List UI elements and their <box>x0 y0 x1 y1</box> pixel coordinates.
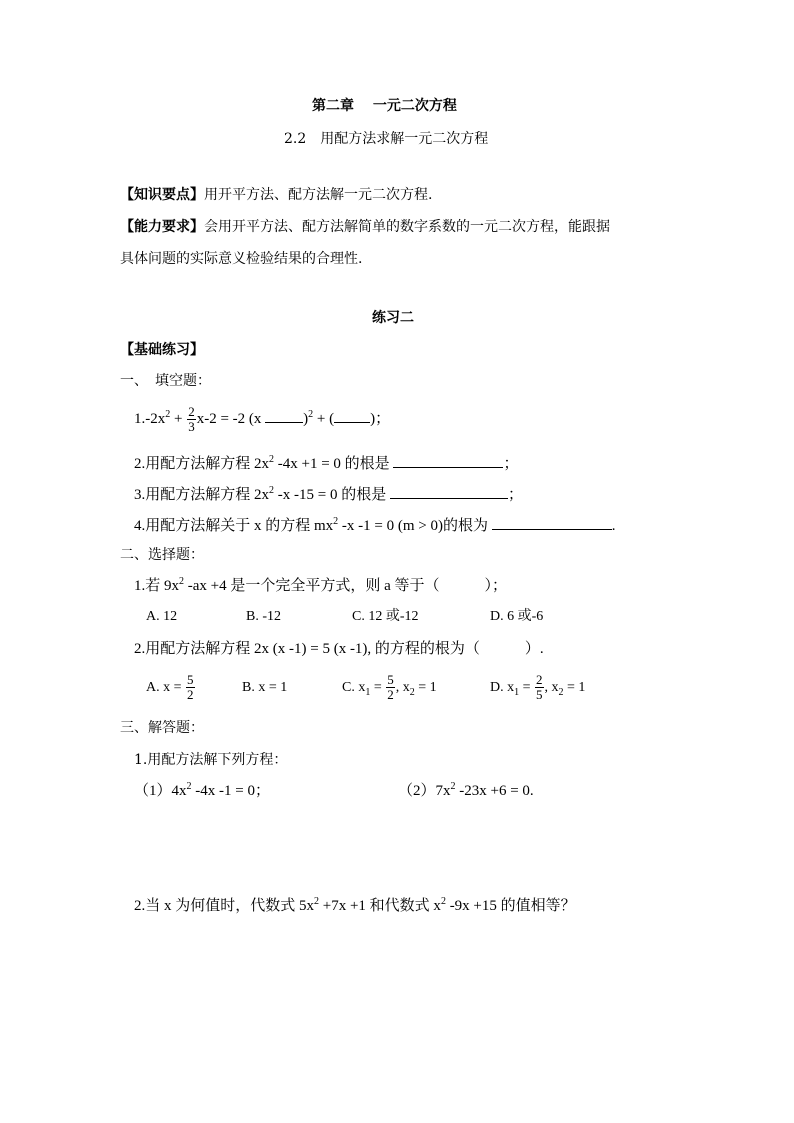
ability-line-2: 具体问题的实际意义检验结果的合理性. <box>120 251 363 267</box>
part1-heading: 一、 填空题： <box>120 373 211 389</box>
knowledge-line <box>120 186 432 204</box>
solve-1-a: $(1)4x^2$ -4x -1 = 0； <box>134 781 270 799</box>
answer-blank[interactable] <box>492 515 612 530</box>
basic-label: 【基础练习】 <box>120 342 204 358</box>
part3-heading: 三、解答题： <box>120 720 204 736</box>
choice-2-option-b[interactable]: B. x = 1 <box>242 680 288 695</box>
answer-blank[interactable] <box>390 484 508 499</box>
fill-question-1: $1.-2x^2$ + $\frac{2}{3}$ x-2 = -2 (x )$^2$ + ( )； <box>134 404 391 435</box>
fill-question-2: 2.用配方法解方程 $2x^2$ -4x +1 = 0 的根是 ； <box>134 454 519 472</box>
choice-2-option-d[interactable]: D. $x_1$ = $\frac{2}{5}$ , $x_2 = 1$ <box>490 672 586 703</box>
fraction: $\frac{2}{3}$ <box>188 404 195 435</box>
answer-blank[interactable] <box>265 408 303 423</box>
choice-1-option-d[interactable]: D. 6 或-6 <box>490 609 544 624</box>
choice-1-option-a[interactable]: A. 12 <box>146 609 178 624</box>
solve-question-1: 1.用配方法解下列方程： <box>134 752 288 768</box>
choice-2-option-a[interactable]: A. x = $\frac{5}{2}$ <box>146 672 194 703</box>
answer-blank[interactable] <box>334 408 370 423</box>
choice-question-2: 2.用配方法解方程 2x (x -1) = 5 (x -1), 的方程的根为（ ）. <box>134 641 544 657</box>
fraction: $\frac{5}{2}$ <box>387 672 394 703</box>
solve-1-b: $(2)7x^2$ -23x +6 = 0. <box>398 781 534 799</box>
fill-question-4: 4.用配方法解关于 x 的方程 $mx^2$ -x -1 = 0 (m > 0)的根为 . <box>134 516 616 534</box>
knowledge-text: 用开平方法、配方法解一元二次方程. <box>204 187 433 203</box>
choice-question-1: 1.若 $9x^2$ -ax +4 是一个完全平方式，则 a 等于（ ）； <box>134 576 508 594</box>
fill-question-3: 3.用配方法解方程 $2x^2$ -x -15 = 0 的根是 ； <box>134 485 523 503</box>
knowledge-label: 【知识要点】 <box>120 187 204 203</box>
choice-2-option-c[interactable]: C. $x_1$ = $\frac{5}{2}$ , $x_2 = 1$ <box>342 672 437 703</box>
part2-heading: 二、选择题： <box>120 547 204 563</box>
choice-1-option-c[interactable]: C. 12 或-12 <box>352 609 419 624</box>
answer-blank[interactable] <box>393 453 503 468</box>
choice-1-option-b[interactable]: B. -12 <box>246 609 281 624</box>
chapter-title: 第二章 一元二次方程 <box>312 98 457 114</box>
section-title: 2.2 用配方法求解一元二次方程 <box>284 131 489 147</box>
ability-label: 【能力要求】 <box>120 219 204 235</box>
fraction: $\frac{2}{5}$ <box>536 672 543 703</box>
fraction: $\frac{5}{2}$ <box>187 672 194 703</box>
ability-text-1: 会用开平方法、配方法解简单的数字系数的一元二次方程，能跟据 <box>204 219 610 235</box>
ability-line-1 <box>120 218 610 236</box>
solve-question-2: 2.当 x 为何值时，代数式 $5x^2 +7x +1$ 和代数式 $x^2$ -9x +15 的值相等？ <box>134 896 576 914</box>
exercise-title: 练习二 <box>372 310 414 326</box>
